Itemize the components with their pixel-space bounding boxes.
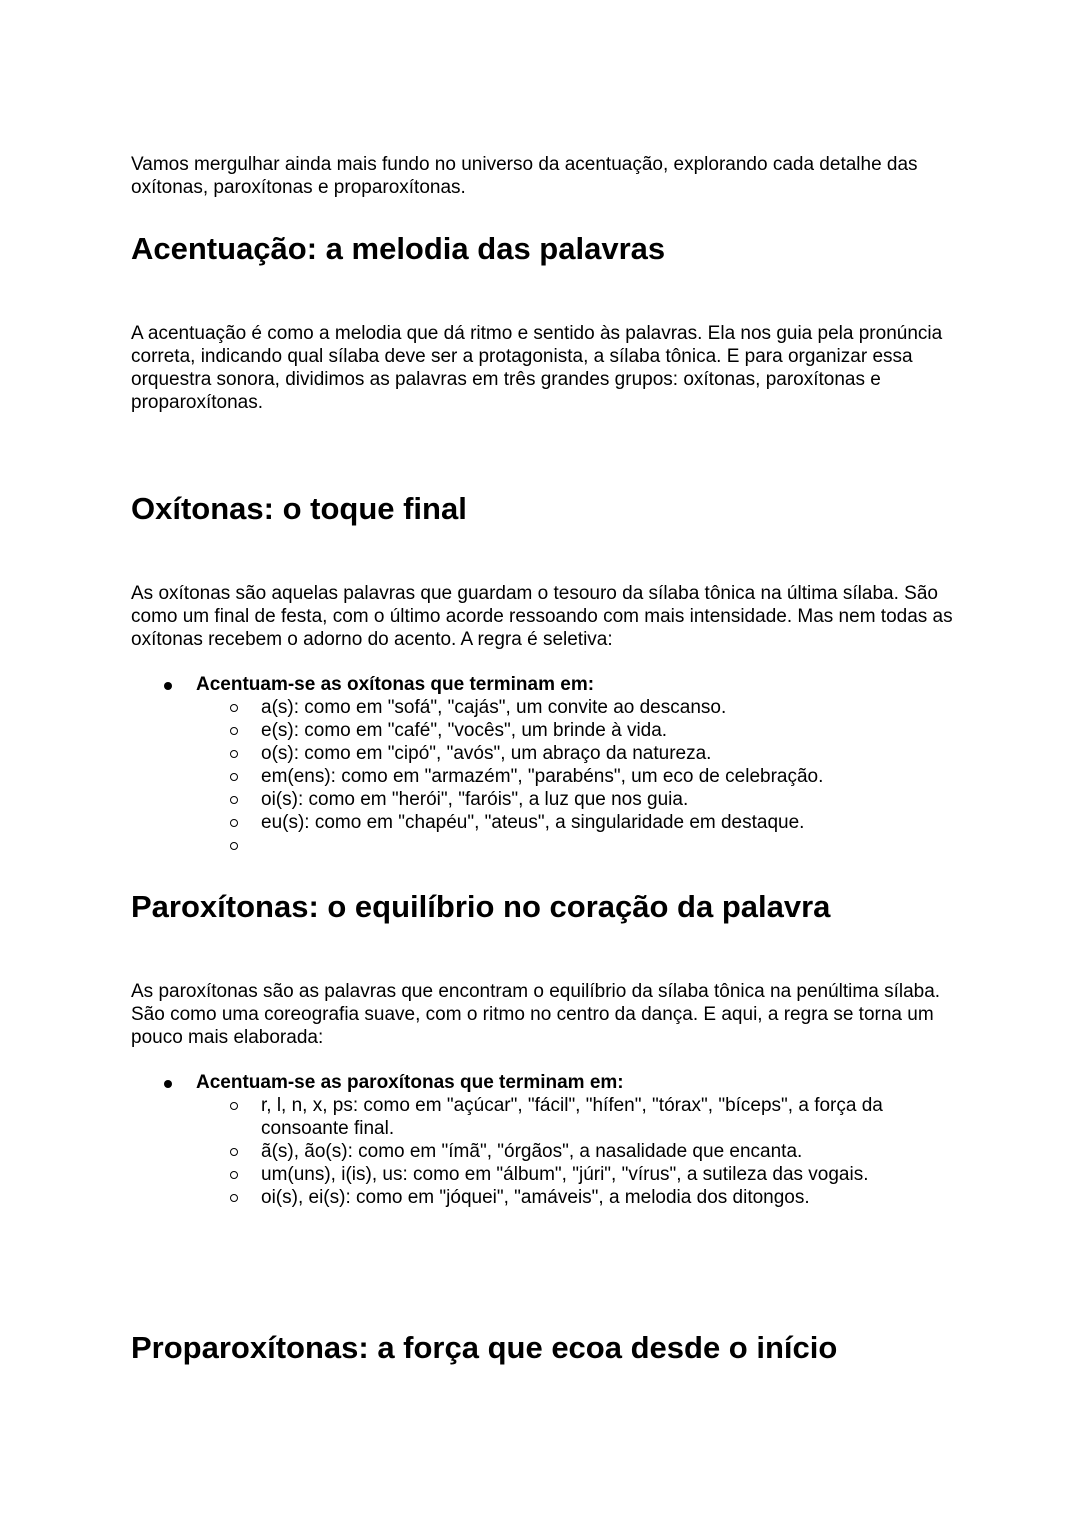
list-item-text: r, l, n, x, ps: como em "açúcar", "fácil", "hífen", "tórax", "bíceps", a força da consoante final. bbox=[261, 1095, 883, 1139]
list-item bbox=[131, 673, 961, 857]
list-item bbox=[196, 742, 961, 765]
circle-bullet-icon bbox=[230, 1194, 238, 1202]
bullet-icon bbox=[164, 682, 172, 690]
list-item bbox=[196, 1094, 961, 1140]
heading-proparoxitonas: Proparoxítonas: a força que ecoa desde o início bbox=[131, 1330, 838, 1365]
list-item-empty bbox=[196, 834, 961, 857]
circle-bullet-icon bbox=[230, 819, 238, 827]
heading-paroxitonas: Paroxítonas: o equilíbrio no coração da palavra bbox=[131, 889, 831, 924]
list-item bbox=[196, 811, 961, 834]
paragraph-acentuacao: A acentuação é como a melodia que dá ritmo e sentido às palavras. Ela nos guia pela pronúncia correta, indicando qual sílaba deve ser a protagonista, a sílaba tônica. E para organizar essa orquestra sonora, dividimos as palavras em três grandes grupos: oxítonas, paroxítonas e proparoxítonas. bbox=[131, 323, 943, 413]
list-item bbox=[131, 1071, 961, 1209]
circle-bullet-icon bbox=[230, 1102, 238, 1110]
list-item bbox=[196, 1163, 961, 1186]
paroxitonas-rule-title: Acentuam-se as paroxítonas que terminam em: bbox=[196, 1072, 624, 1093]
bullet-icon bbox=[164, 1080, 172, 1088]
circle-bullet-icon bbox=[230, 1171, 238, 1179]
list-item bbox=[196, 765, 961, 788]
list-item-text: ã(s), ão(s): como em "ímã", "órgãos", a nasalidade que encanta. bbox=[261, 1141, 803, 1162]
list-item bbox=[196, 719, 961, 742]
list-item bbox=[196, 1186, 961, 1209]
intro-paragraph: Vamos mergulhar ainda mais fundo no universo da acentuação, explorando cada detalhe das oxítonas, paroxítonas e proparoxítonas. bbox=[131, 154, 918, 198]
paroxitonas-rules-list bbox=[131, 1071, 961, 1209]
oxitonas-rules-list bbox=[131, 673, 961, 857]
list-item bbox=[196, 1140, 961, 1163]
list-item-text: em(ens): como em "armazém", "parabéns", um eco de celebração. bbox=[261, 766, 824, 787]
list-item-text: o(s): como em "cipó", "avós", um abraço da natureza. bbox=[261, 743, 712, 764]
list-item-text: um(uns), i(is), us: como em "álbum", "júri", "vírus", a sutileza das vogais. bbox=[261, 1164, 869, 1185]
paroxitonas-endings-list bbox=[196, 1094, 961, 1209]
circle-bullet-icon bbox=[230, 1148, 238, 1156]
list-item-text: oi(s), ei(s): como em "jóquei", "amáveis", a melodia dos ditongos. bbox=[261, 1187, 810, 1208]
circle-bullet-icon bbox=[230, 842, 238, 850]
oxitonas-endings-list bbox=[196, 696, 961, 857]
list-item-text: eu(s): como em "chapéu", "ateus", a singularidade em destaque. bbox=[261, 812, 805, 833]
list-item bbox=[196, 696, 961, 719]
circle-bullet-icon bbox=[230, 727, 238, 735]
circle-bullet-icon bbox=[230, 704, 238, 712]
paragraph-oxitonas: As oxítonas são aquelas palavras que guardam o tesouro da sílaba tônica na última sílaba. São como um final de festa, com o último acorde ressoando com mais intensidade. Mas nem todas as oxítonas recebem o adorno do acento. A regra é seletiva: bbox=[131, 583, 953, 650]
list-item-text: e(s): como em "café", "vocês", um brinde à vida. bbox=[261, 720, 668, 741]
list-item-text: a(s): como em "sofá", "cajás", um convite ao descanso. bbox=[261, 697, 727, 718]
list-item-text: oi(s): como em "herói", "faróis", a luz que nos guia. bbox=[261, 789, 689, 810]
list-item bbox=[196, 788, 961, 811]
oxitonas-rule-title: Acentuam-se as oxítonas que terminam em: bbox=[196, 674, 595, 695]
heading-oxitonas: Oxítonas: o toque final bbox=[131, 491, 467, 526]
paragraph-paroxitonas: As paroxítonas são as palavras que encontram o equilíbrio da sílaba tônica na penúltima sílaba. São como uma coreografia suave, com o ritmo no centro da dança. E aqui, a regra se torna um pouco mais elaborada: bbox=[131, 981, 941, 1048]
circle-bullet-icon bbox=[230, 796, 238, 804]
circle-bullet-icon bbox=[230, 750, 238, 758]
circle-bullet-icon bbox=[230, 773, 238, 781]
heading-acentuacao: Acentuação: a melodia das palavras bbox=[131, 231, 666, 266]
